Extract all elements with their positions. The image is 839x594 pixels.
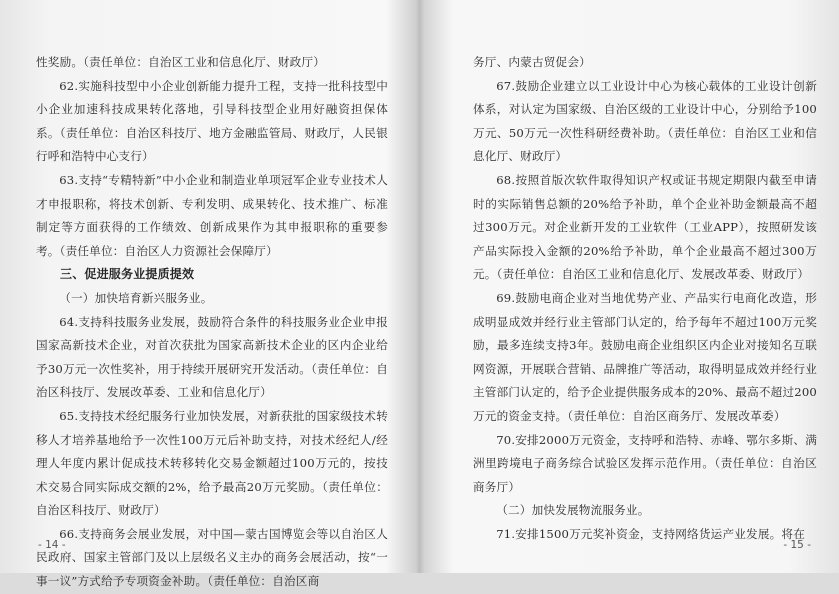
subsection-heading: （一）加快培育新兴服务业。	[59, 290, 213, 305]
page-number-left: - 14 -	[38, 539, 66, 551]
subsection-heading: （二）加快发展物流服务业。	[496, 503, 650, 518]
paragraph: 71.安排1500万元奖补资金，支持网络货运产业发展。将在	[496, 526, 805, 541]
paragraph: 性奖励。（责任单位：自治区工业和信息化厅、财政厅）	[36, 55, 326, 69]
paragraph: 70.安排2000万元资金，支持呼和浩特、赤峰、鄂尔多斯、满洲里跨境电子商务综合试验区发挥示范作用。（责任单位：自治区商务厅）	[473, 432, 817, 494]
section-heading: 三、促进服务业提质提效	[60, 267, 195, 282]
page-number-right: - 15 -	[783, 539, 811, 551]
paragraph: 务厅、内蒙古贸促会）	[473, 55, 591, 69]
right-page	[421, 0, 839, 573]
left-page-text	[36, 51, 388, 594]
left-page	[0, 0, 418, 589]
right-page-text	[473, 51, 817, 546]
paragraph: 62.实施科技型中小企业创新能力提升工程，支持一批科技型中小企业加速科技成果转化落地，引导科技型企业用好融资担保体系。（责任单位：自治区科技厅、地方金融监管局、财政厅，人民银行呼和浩特中心支行）	[36, 78, 388, 164]
paragraph: 67.鼓励企业建立以工业设计中心为核心载体的工业设计创新体系，对认定为国家级、自治区级的工业设计中心，分别给予100万元、50万元一次性科研经费补助。（责任单位：自治区工业和信息化厅、财政厅）	[473, 78, 817, 164]
paragraph: 64.支持科技服务业发展，鼓励符合条件的科技服务业企业申报国家高新技术企业，对首次获批为国家高新技术企业的区内企业给予30万元一次性奖补，用于持续开展研究开发活动。（责任单位：自治区科技厅、发展改革委、工业和信息化厅）	[36, 314, 388, 400]
paragraph: 65.支持技术经纪服务行业加快发展，对新获批的国家级技术转移人才培养基地给予一次性100万元后补助支持，对技术经纪人/经理人年度内累计促成技术转移转化交易金额超过100万元的，按技术交易合同实际成交额的2%，给予最高20万元奖励。（责任单位：自治区科技厅、财政厅）	[36, 408, 388, 518]
paragraph: 68.按照首版次软件取得知识产权或证书规定期限内截至申请时的实际销售总额的20%给予补助，单个企业补助金额最高不超过300万元。对企业新开发的工业软件（工业APP），按照研发该产品实际投入金额的20%给予补助，单个企业最高不超过300万元。（责任单位：自治区工业和信息化厅、发展改革委、财政厅）	[473, 172, 817, 282]
paragraph: 66.支持商务会展业发展，对中国—蒙古国博览会等以自治区人民政府、国家主管部门及以上层级名义主办的商务会展活动，按“一事一议”方式给予专项资金补助。（责任单位：自治区商	[36, 526, 388, 589]
paragraph: 69.鼓励电商企业对当地优势产业、产品实行电商化改造，形成明显成效并经行业主管部门认定的，给予每年不超过100万元奖励，最多连续支持3年。鼓励电商企业组织区内企业对接知名互联网资源，开展联合营销、品牌推广等活动，取得明显成效并经行业主管部门认定的，给予企业提供服务成本的20%、最高不超过200万元的资金支持。（责任单位：自治区商务厅、发展改革委）	[473, 290, 817, 423]
paragraph: 63.支持“专精特新”中小企业和制造业单项冠军企业专业技术人才申报职称，将技术创新、专利发明、成果转化、技术推广、标准制定等方面获得的工作绩效、创新成果作为其申报职称的重要参考。（责任单位：自治区人力资源社会保障厅）	[36, 172, 388, 258]
